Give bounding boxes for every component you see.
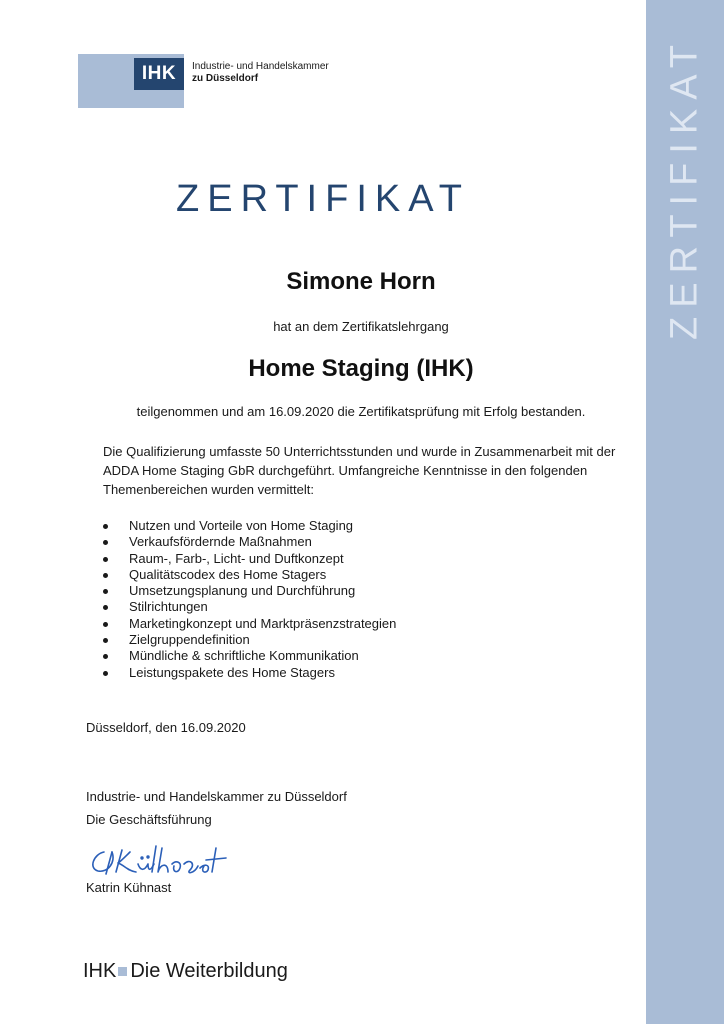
topic-label: Umsetzungsplanung und Durchführung <box>129 583 356 599</box>
topic-label: Verkaufsfördernde Maßnahmen <box>129 534 312 550</box>
topic-label: Zielgruppendefinition <box>129 632 250 648</box>
organization-name-line2: zu Düsseldorf <box>192 73 259 84</box>
footer-brand-ihk: IHK <box>83 960 117 982</box>
bullet-icon <box>103 589 108 594</box>
topic-label: Qualitätscodex des Home Stagers <box>129 566 327 582</box>
ihk-logo-mark: IHK <box>141 63 177 84</box>
list-item <box>103 632 396 648</box>
participation-text: hat an dem Zertifikatslehrgang <box>273 319 449 334</box>
list-item <box>103 665 396 681</box>
list-item <box>103 583 396 599</box>
recipient-name: Simone Horn <box>286 268 436 295</box>
list-item <box>103 551 396 567</box>
topic-label: Nutzen und Vorteile von Home Staging <box>129 518 354 533</box>
topic-label: Stilrichtungen <box>129 599 208 615</box>
bullet-icon <box>103 622 108 627</box>
document-title: ZERTIFIKAT <box>176 178 470 220</box>
course-description: Die Qualifizierung umfasste 50 Unterrichtsstunden und wurde in Zusammenarbeit mit der ADDA Home Staging GbR durchgeführt. Umfangreiche Kenntnisse in den folgenden Themenbereichen wurden vermittelt: <box>103 444 616 497</box>
bullet-icon <box>103 540 108 545</box>
course-title: Home Staging (IHK) <box>248 355 474 382</box>
topic-label: Marketingkonzept und Marktpräsenzstrategien <box>129 615 397 631</box>
bullet-icon <box>103 638 108 643</box>
ihk-logo <box>134 58 184 90</box>
square-icon <box>118 967 127 976</box>
bullet-icon <box>103 605 108 610</box>
list-item <box>103 616 396 632</box>
list-item <box>103 599 396 615</box>
topic-label: Raum-, Farb-, Licht- und Duftkonzept <box>129 550 344 566</box>
list-item <box>103 648 396 664</box>
topic-label: Mündliche & schriftliche Kommunikation <box>129 648 359 664</box>
bullet-icon <box>103 557 108 562</box>
issuer-name: Industrie- und Handelskammer zu Düsseldorf <box>86 789 347 804</box>
bullet-icon <box>103 654 108 659</box>
place-and-date: Düsseldorf, den 16.09.2020 <box>86 720 246 735</box>
list-item <box>103 518 396 534</box>
issuer-department: Die Geschäftsführung <box>86 812 212 827</box>
footer-brand <box>83 960 288 983</box>
side-band-title: ZERTIFIKAT <box>663 36 706 340</box>
exam-passed-text: teilgenommen und am 16.09.2020 die Zertifikatsprüfung mit Erfolg bestanden. <box>136 404 586 419</box>
organization-name-line1: Industrie- und Handelskammer <box>192 61 329 72</box>
footer-brand-text: Die Weiterbildung <box>130 960 288 982</box>
list-item <box>103 534 396 550</box>
bullet-icon <box>103 671 108 676</box>
list-item <box>103 567 396 583</box>
bullet-icon <box>103 573 108 578</box>
topic-label: Leistungspakete des Home Stagers <box>129 664 335 680</box>
signer-name: Katrin Kühnast <box>86 880 172 895</box>
bullet-icon <box>103 524 108 529</box>
topics-list <box>103 518 396 681</box>
organization-name <box>192 61 329 85</box>
signature-image <box>86 838 261 880</box>
